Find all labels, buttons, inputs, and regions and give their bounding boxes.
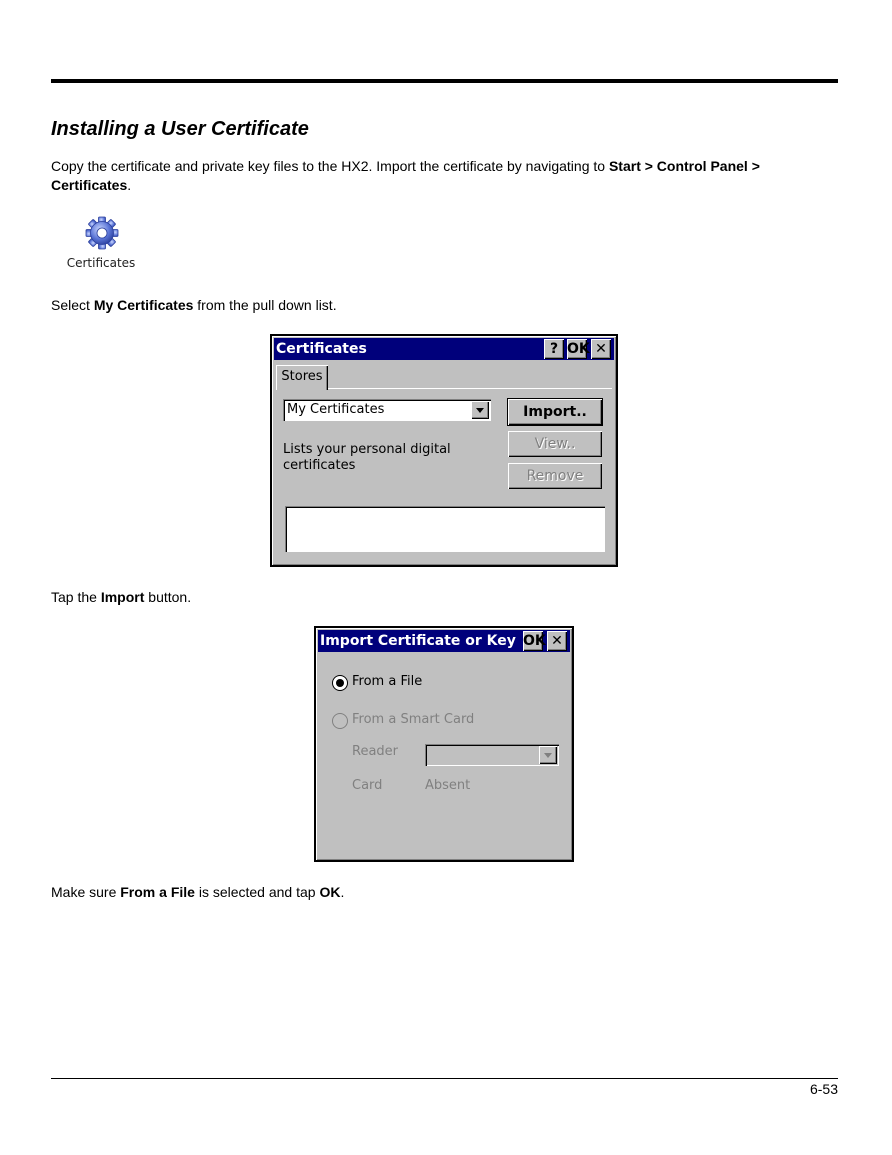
ok-button[interactable]: OK bbox=[567, 341, 590, 357]
bottom-rule bbox=[51, 1078, 838, 1079]
store-selected-value: My Certificates bbox=[287, 402, 385, 417]
from-file-label[interactable]: From a File bbox=[352, 674, 423, 689]
import-button[interactable] bbox=[508, 399, 602, 425]
paragraph-select bbox=[51, 296, 811, 315]
radio-from-file[interactable] bbox=[332, 675, 348, 691]
view-button-label: View.. bbox=[534, 436, 576, 452]
tap-bold: Import bbox=[100, 589, 145, 605]
import-close-button[interactable]: ✕ bbox=[547, 631, 567, 651]
reader-dropdown[interactable] bbox=[425, 744, 559, 766]
confirm-text-mid: is selected and tap bbox=[194, 884, 320, 900]
intro-period: . bbox=[127, 177, 132, 193]
select-text: Select bbox=[51, 297, 94, 313]
close-button[interactable]: ✕ bbox=[591, 339, 611, 359]
import-title: Import Certificate or Key bbox=[320, 633, 516, 649]
select-bold: My Certificates bbox=[93, 297, 194, 313]
certificate-list[interactable] bbox=[285, 506, 605, 552]
tab-stores[interactable]: Stores bbox=[276, 365, 328, 390]
store-dropdown[interactable] bbox=[283, 399, 491, 421]
radio-from-smart-card[interactable] bbox=[332, 713, 348, 729]
tap-text-end: button. bbox=[144, 589, 192, 605]
confirm-text-end: . bbox=[340, 884, 345, 900]
chevron-down-icon[interactable] bbox=[471, 401, 489, 419]
view-button[interactable] bbox=[508, 431, 602, 457]
help-button[interactable]: ? bbox=[544, 339, 564, 359]
tap-text: Tap the bbox=[51, 589, 101, 605]
remove-button-label: Remove bbox=[526, 468, 584, 484]
paragraph-confirm bbox=[51, 883, 811, 902]
intro-text: Copy the certificate and private key files to the HX2. Import the certificate by navigating to bbox=[51, 158, 609, 174]
import-button-label: Import.. bbox=[523, 404, 587, 420]
import-titlebar bbox=[318, 630, 570, 652]
confirm-text: Make sure bbox=[51, 884, 121, 900]
certificates-titlebar bbox=[274, 338, 614, 360]
paragraph-tap-import bbox=[51, 588, 811, 607]
card-label: Card bbox=[352, 778, 383, 793]
card-value: Absent bbox=[425, 778, 471, 793]
certificates-title: Certificates bbox=[276, 341, 367, 357]
remove-button[interactable] bbox=[508, 463, 602, 489]
certificates-control-panel-icon[interactable] bbox=[63, 212, 139, 274]
top-rule bbox=[51, 79, 838, 83]
select-text-end: from the pull down list. bbox=[193, 297, 337, 313]
paragraph-intro bbox=[51, 157, 811, 195]
reader-label: Reader bbox=[352, 744, 399, 759]
import-certificate-dialog bbox=[314, 626, 574, 862]
import-ok-button[interactable]: OK bbox=[523, 633, 546, 649]
reader-chevron-down-icon[interactable] bbox=[539, 746, 557, 764]
certificates-dialog bbox=[270, 334, 618, 567]
certificates-icon-label: Certificates bbox=[66, 256, 136, 270]
section-title: Installing a User Certificate bbox=[51, 118, 309, 140]
page-number: 6-53 bbox=[809, 1081, 838, 1097]
gear-icon bbox=[85, 216, 119, 250]
from-smart-card-label[interactable]: From a Smart Card bbox=[352, 712, 475, 727]
confirm-bold-file: From a File bbox=[120, 884, 195, 900]
radio-selected-dot bbox=[336, 679, 344, 687]
store-description: Lists your personal digital certificates bbox=[283, 442, 451, 473]
intro-path: Start > Control Panel > Certificates bbox=[51, 158, 760, 193]
confirm-bold-ok: OK bbox=[319, 884, 341, 900]
